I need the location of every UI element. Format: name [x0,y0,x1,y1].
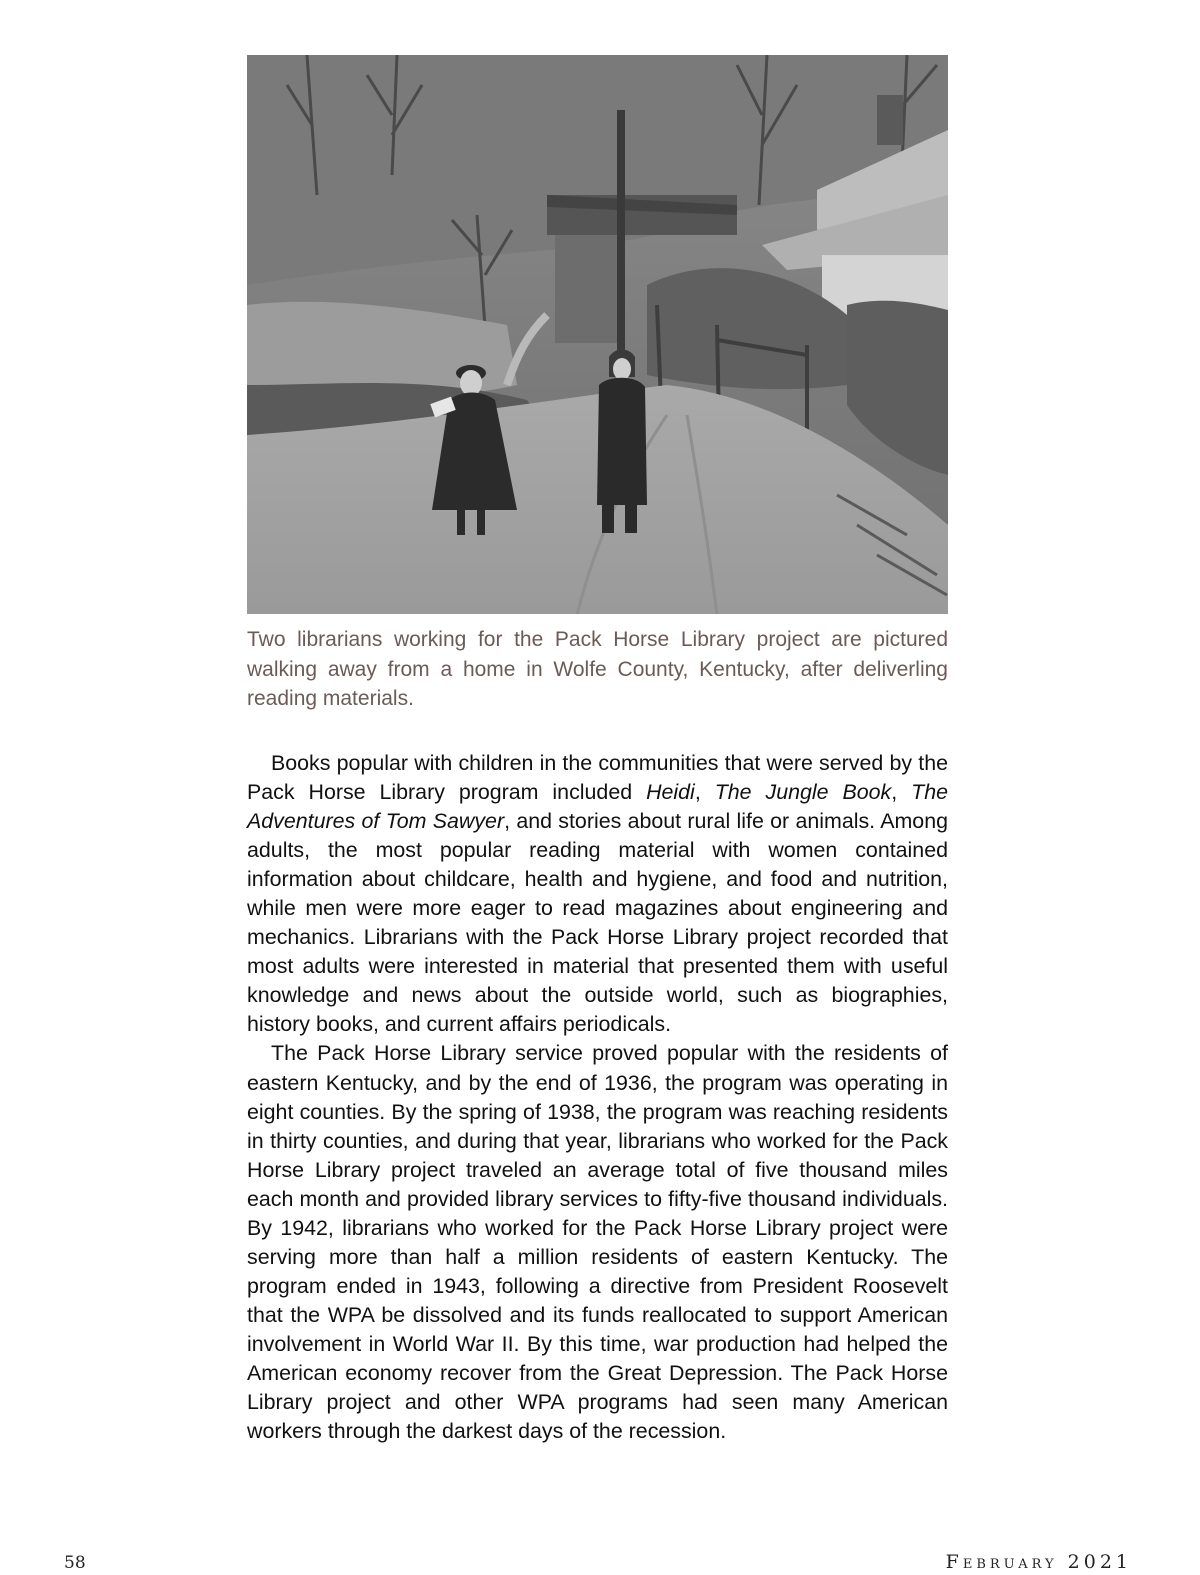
article-body [247,749,948,1446]
librarians-photo [247,55,948,614]
photo-caption: Two librarians working for the Pack Horse Library project are pictured walking away from a home in Wolfe County, Kentucky, after deliverling reading materials. [247,628,948,710]
book-title-jungle-book: The Jungle Book [714,780,892,805]
paragraph-1-text-a: Books popular with children in the communities that were served by the Pack Horse Library program included [247,751,948,805]
photo-illustration [247,55,948,614]
book-title-tom-sawyer: The Adventures of Tom Sawyer [247,780,948,834]
separator: , [694,780,715,805]
issue-date: February 2021 [945,1551,1132,1573]
page-number: 58 [64,1553,86,1573]
paragraph-1 [247,749,948,1039]
paragraph-1-text-b: , and stories about rural life or animals. Among adults, the most popular reading material with women contained information about childcare, health and hygiene, and food and nutrition, while men were more eager to read magazines about engineering and mechanics. Librarians with the Pack Horse Library project recorded that most adults were interested in material that presented them with useful knowledge and news about the outside world, such as biographies, history books, and current affairs periodicals. [247,809,948,1037]
separator: , [891,780,912,805]
book-title-heidi: Heidi [646,780,695,805]
paragraph-2: The Pack Horse Library service proved popular with the residents of eastern Kentucky, and by the end of 1936, the program was operating in eight counties. By the spring of 1938, the program was reaching residents in thirty counties, and during that year, librarians who worked for the Pack Horse Library project traveled an average total of five thousand miles each month and provided library services to fifty-five thousand individuals. By 1942, librarians who worked for the Pack Horse Library project were serving more than half a million residents of eastern Kentucky. The program ended in 1943, following a directive from President Roosevelt that the WPA be dissolved and its funds reallocated to support American involvement in World War II. By this time, war production had helped the American economy recover from the Great Depression. The Pack Horse Library project and other WPA programs had seen many American workers through the darkest days of the recession. [247,1041,948,1444]
